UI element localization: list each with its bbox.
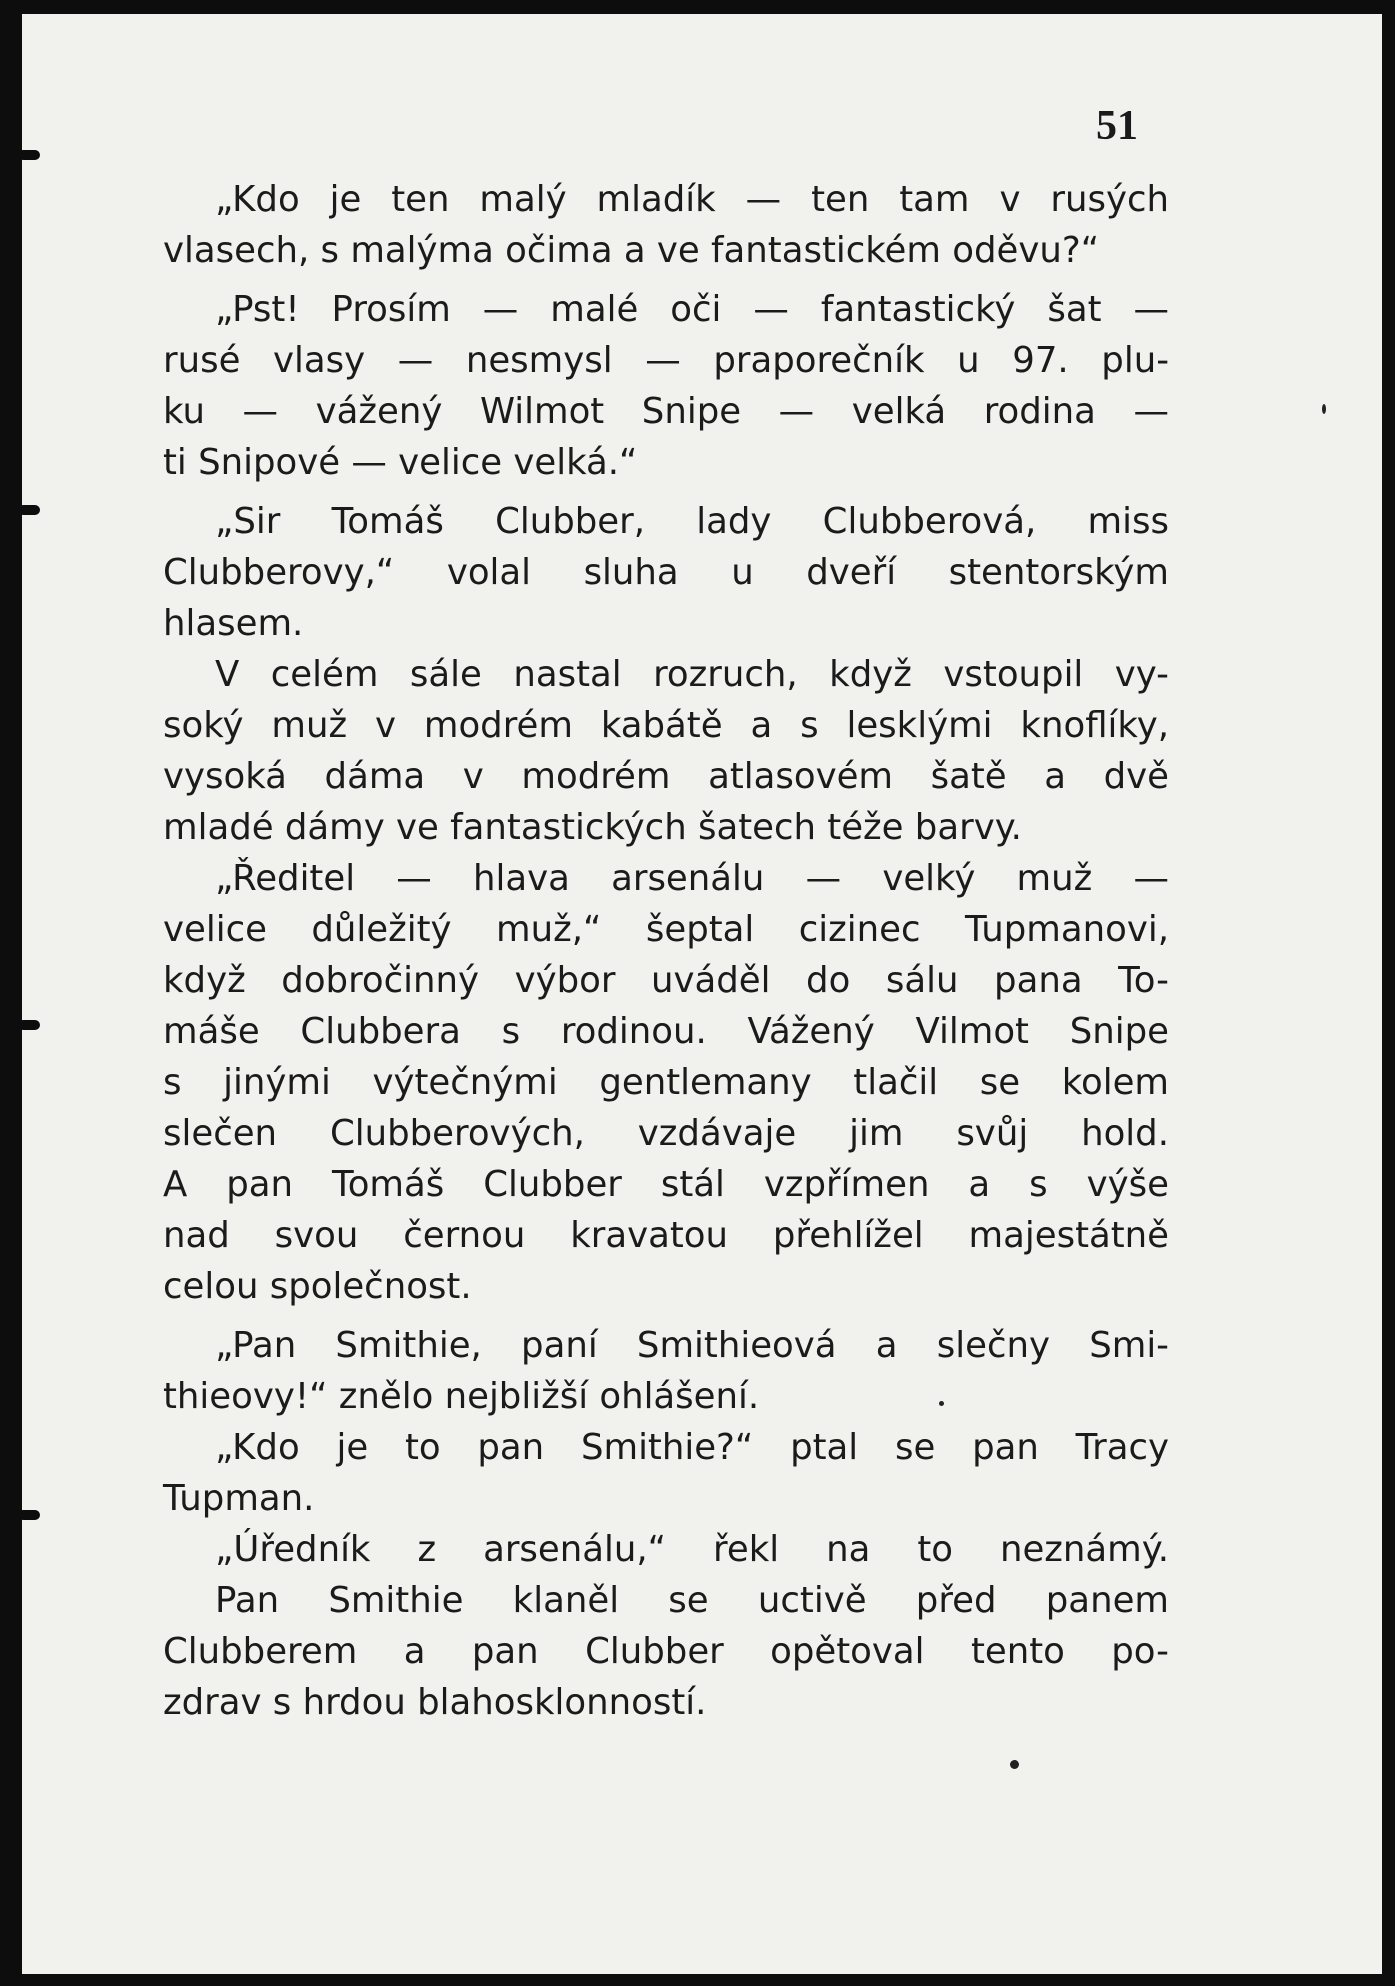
text-line: když dobročinný výbor uváděl do sálu pana To-: [163, 960, 1169, 1001]
text-line: ti Snipové — velice velká.“: [163, 442, 638, 483]
text-line: vysoká dáma v modrém atlasovém šatě a dvě: [163, 756, 1169, 797]
print-speck: [939, 1401, 944, 1406]
text-line: soký muž v modrém kabátě a s lesklými knoflíky,: [163, 705, 1169, 746]
page-number: 51: [1096, 103, 1138, 149]
text-line: A pan Tomáš Clubber stál vzpřímen a s výše: [163, 1164, 1169, 1205]
text-line: vlasech, s malýma očima a ve fantastickém oděvu?“: [163, 230, 1100, 271]
text-line: „Kdo je ten malý mladík — ten tam v rusých: [215, 179, 1169, 220]
text-line: Tupman.: [163, 1478, 315, 1519]
text-line: celou společnost.: [163, 1266, 472, 1307]
text-line: velice důležitý muž,“ šeptal cizinec Tupmanovi,: [163, 909, 1169, 950]
print-speck: [1322, 404, 1326, 414]
binding-mark: [18, 1020, 40, 1030]
binding-mark: [18, 1510, 40, 1520]
text-line: mladé dámy ve fantastických šatech téže barvy.: [163, 807, 1022, 848]
book-page: [22, 14, 1382, 1974]
text-line: V celém sále nastal rozruch, když vstoupil vy-: [215, 654, 1169, 695]
text-line: zdrav s hrdou blahosklonností.: [163, 1682, 707, 1723]
text-line: ku — vážený Wilmot Snipe — velká rodina —: [163, 391, 1169, 432]
text-line: „Ředitel — hlava arsenálu — velký muž —: [215, 858, 1169, 899]
page-body-text: [163, 174, 1169, 1728]
text-line: „Úředník z arsenálu,“ řekl na to neznámý.: [215, 1529, 1169, 1570]
text-line: nad svou černou kravatou přehlížel majestátně: [163, 1215, 1169, 1256]
text-line: slečen Clubberových, vzdávaje jim svůj hold.: [163, 1113, 1169, 1154]
text-line: Clubberem a pan Clubber opětoval tento po-: [163, 1631, 1169, 1672]
text-line: Clubberovy,“ volal sluha u dveří stentorským: [163, 552, 1169, 593]
text-line: „Sir Tomáš Clubber, lady Clubberová, miss: [215, 501, 1169, 542]
binding-mark: [18, 150, 40, 160]
text-line: máše Clubbera s rodinou. Vážený Vilmot Snipe: [163, 1011, 1169, 1052]
text-line: thieovy!“ znělo nejbližší ohlášení.: [163, 1376, 760, 1417]
print-speck: [1010, 1760, 1019, 1769]
binding-mark: [18, 505, 40, 515]
text-line: rusé vlasy — nesmysl — praporečník u 97. plu-: [163, 340, 1169, 381]
text-line: Pan Smithie klaněl se uctivě před panem: [215, 1580, 1169, 1621]
text-line: s jinými výtečnými gentlemany tlačil se kolem: [163, 1062, 1169, 1103]
text-line: „Pan Smithie, paní Smithieová a slečny Smi-: [215, 1325, 1169, 1366]
text-line: hlasem.: [163, 603, 304, 644]
text-line: „Pst! Prosím — malé oči — fantastický šat —: [215, 289, 1169, 330]
text-line: „Kdo je to pan Smithie?“ ptal se pan Tracy: [215, 1427, 1169, 1468]
